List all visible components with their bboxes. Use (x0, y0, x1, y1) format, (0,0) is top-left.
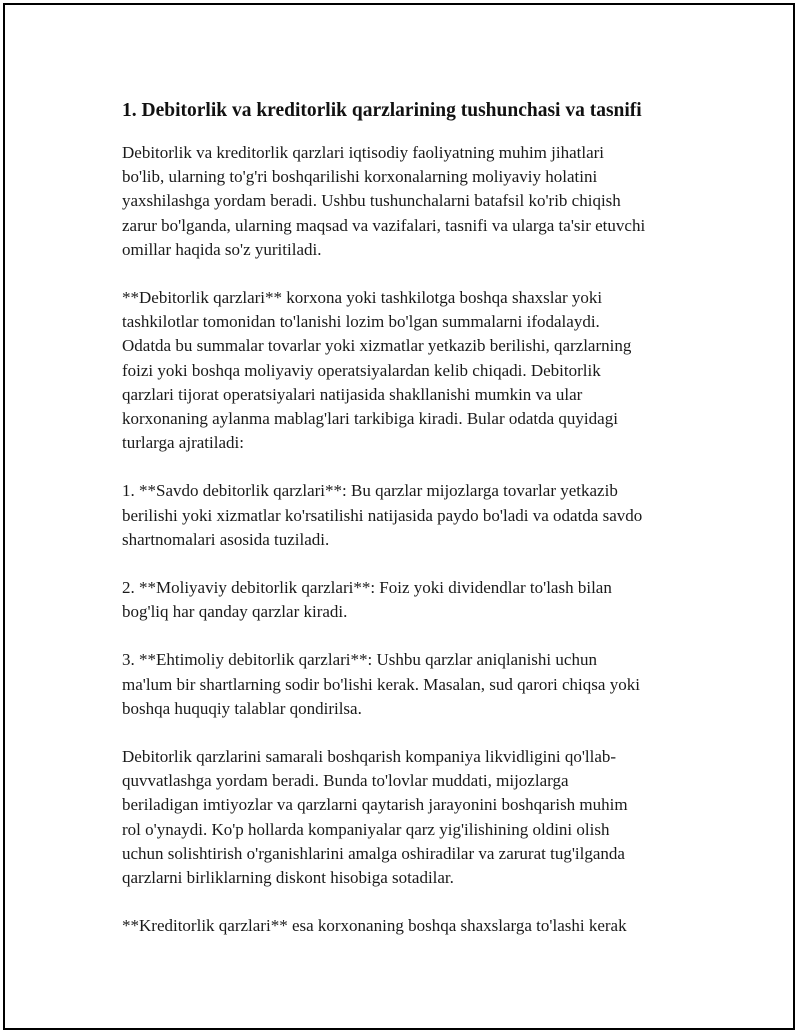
list-item-trade-receivables (122, 479, 712, 552)
document-body (122, 99, 712, 962)
text-line: **Kreditorlik qarzlari** esa korxonaning boshqa shaxslarga to'lashi kerak (122, 916, 627, 936)
section-heading: 1. Debitorlik va kreditorlik qarzlarining tushunchasi va tasnifi (122, 100, 642, 121)
text-line: 2. **Moliyaviy debitorlik qarzlari**: Foiz yoki dividendlar to'lash bilan (122, 578, 612, 598)
text-line: zarur bo'lganda, ularning maqsad va vazifalari, tasnifi va ularga ta'sir etuvchi (122, 215, 646, 235)
text-line: qarzlarni birliklarning diskont hisobiga sotadilar. (122, 868, 454, 888)
text-line: qarzlari tijorat operatsiyalari natijasida shakllanishi mumkin va ular (122, 384, 583, 404)
text-line: beriladigan imtiyozlar va qarzlarni qaytarish jarayonini boshqarish muhim (122, 795, 628, 815)
text-line: shartnomalari asosida tuziladi. (122, 529, 330, 549)
page-frame (3, 3, 795, 1030)
text-line: foizi yoki boshqa moliyaviy operatsiyalardan kelib chiqadi. Debitorlik (122, 360, 601, 380)
text-line: korxonaning aylanma mablag'lari tarkibiga kiradi. Bular odatda quyidagi (122, 409, 618, 429)
list-item-contingent-receivables (122, 648, 712, 721)
paragraph-payables-definition (122, 914, 712, 938)
paragraph-intro (122, 141, 712, 262)
text-line: Debitorlik qarzlarini samarali boshqarish kompaniya likvidligini qo'llab- (122, 747, 617, 767)
list-item-financial-receivables (122, 576, 712, 624)
text-line: rol o'ynaydi. Ko'p hollarda kompaniyalar qarz yig'ilishining oldini olish (122, 819, 610, 839)
text-line: uchun solishtirish o'rganishlarini amalga oshiradilar va zarurat tug'ilganda (122, 843, 625, 863)
text-line: tashkilotlar tomonidan to'lanishi lozim bo'lgan summalarni ifodalaydi. (122, 312, 600, 332)
paragraph-receivables-definition (122, 286, 712, 455)
text-line: bog'liq har qanday qarzlar kiradi. (122, 602, 348, 622)
text-line: boshqa huquqiy talablar qondirilsa. (122, 698, 362, 718)
text-line: turlarga ajratiladi: (122, 433, 244, 453)
text-line: omillar haqida so'z yuritiladi. (122, 239, 322, 259)
text-line: **Debitorlik qarzlari** korxona yoki tashkilotga boshqa shaxslar yoki (122, 288, 603, 308)
text-line: 1. **Savdo debitorlik qarzlari**: Bu qarzlar mijozlarga tovarlar yetkazib (122, 481, 618, 501)
text-line: quvvatlashga yordam beradi. Bunda to'lovlar muddati, mijozlarga (122, 771, 569, 791)
text-line: bo'lib, ularning to'g'ri boshqarilishi korxonalarning moliyaviy holatini (122, 167, 598, 187)
text-line: ma'lum bir shartlarning sodir bo'lishi kerak. Masalan, sud qarori chiqsa yoki (122, 674, 640, 694)
text-line: Debitorlik va kreditorlik qarzlari iqtisodiy faoliyatning muhim jihatlari (122, 143, 605, 162)
text-line: Odatda bu summalar tovarlar yoki xizmatlar yetkazib berilishi, qarzlarning (122, 336, 632, 356)
text-line: 3. **Ehtimoliy debitorlik qarzlari**: Ushbu qarzlar aniqlanishi uchun (122, 650, 597, 670)
text-line: berilishi yoki xizmatlar ko'rsatilishi natijasida paydo bo'ladi va odatda savdo (122, 505, 643, 525)
paragraph-receivables-management (122, 745, 712, 890)
text-line: yaxshilashga yordam beradi. Ushbu tushunchalarni batafsil ko'rib chiqish (122, 191, 621, 211)
